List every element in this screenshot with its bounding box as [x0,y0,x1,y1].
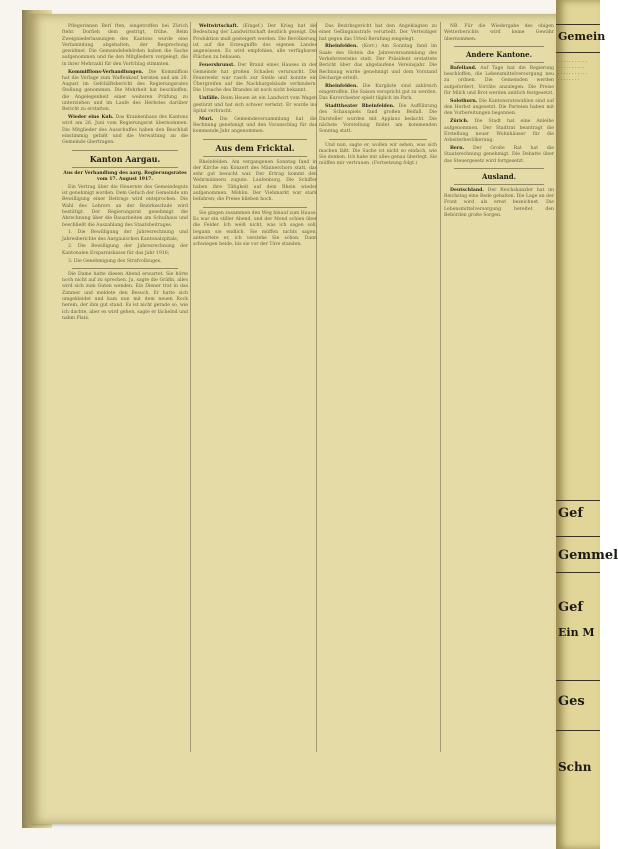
article-paragraph [193,24,317,62]
section-divider [203,156,307,157]
column-rule [190,22,191,752]
column-1 [62,24,188,324]
section-divider [454,184,544,185]
article-paragraph [444,66,554,97]
article-paragraph [444,188,554,219]
section-headline: Kanton Aargau. [89,153,161,164]
feuilleton-text: Sie gingen zusammen den Weg hinauf zum Hause. Es war ein stiller Abend, und der Mond schien über die Felder. Ich weiß nicht, was ich sagen soll, begann sie endlich. Sie müffen nichts sagen, antwortete er, ich verstehe Sie schon. Dann schwiegen beide, bis sie vor der Türe standen. [193,210,317,248]
article-title: Bern. [450,145,465,151]
article-text: Der Große Rat hat die Staatsrechnung genehmigt. Die Debatte über das Steuergesetz wird fortgesetzt. [444,145,554,164]
article-text: Die Gemeindeversammlung hat die Rechnung genehmigt und den Voranschlag für das kommende Jahr angenommen. [193,116,317,135]
article-paragraph [444,146,554,165]
ad-rule [556,24,600,25]
adjacent-page [556,0,618,849]
ad-fragment: Ein M [558,626,595,639]
ad-rule [556,52,600,53]
ad-fragment: Schn [558,760,592,774]
article-paragraph [193,96,317,115]
section-divider [72,150,178,151]
article-text: Rheinfelden. Am vergangenen Sonntag fand in der Kirche ein Konzert des Männerchors statt, das sehr gut besucht war. Der Ertrag kommt den Wehrmännern zugute. Laufenburg. Die Schiffer haben ihre Tätigkeit auf dem Rhein wieder aufgenommen. Möhlin. Der Viehmarkt war stark befahren; die Preise blieben hoch. [193,159,317,203]
section-headline: Andere Kantone. [465,49,533,59]
section-divider [454,168,544,169]
feuilleton-text: Und nun, sagte er, wollen wir sehen, was sich machen läßt. Die Sache ist nicht so einfach, wie Sie denken. Ich habe mir alles genau überlegt. Sie müffen mir vertrauen. (Fortsetzung folgt.) [319,142,437,167]
article-text: Der Reichskanzler hat im Reichstag eine Rede gehalten. Die Lage an der Front wird als ernst bezeichnet. Die Lebensmittelversorgung bereitet den Behörden große Sorgen. [444,187,554,219]
column-1-intro: Pflegerinnen Berl ften, eingetroffen bei Zürich ftehr. Dorfieh dem gestrigt, frühe. Beim Zweigniederlassungen des Kantons wurde eine Verfammlung abgehalten, der Besprechung gewidmet. Die Gemeindebehörden haben die Sache aufgenommen und fie den Mitgliedern vorgelegt, die in ihrer Mehrzahl für den Vorfchlag stimmten. [62,24,188,67]
article-paragraph [319,44,437,82]
article-paragraph [62,70,188,114]
article-paragraph [193,117,317,136]
section-divider [72,268,178,269]
article-text: Die Stadt hat eine Anleihe aufgenommen. Der Stadtrat beantragt die Erstellung neuer Wohnhäuser für die Arbeiterbevölkerung. [444,119,554,144]
article-title: Deutschland. [450,187,484,193]
list-item: 2. Die Bewilligung der Jahresrechnung der Kantonalen Ersparniskasse für das Jahr 1916; [62,244,188,256]
article-title: Muri. [199,116,214,122]
article-paragraph [444,99,554,118]
article-text: Die Aufführung des Schauspiels fand großen Beifall. Die Darsteller wurden mit Applaus bedacht. Die nächste Vorstellung findet am kommenden Sonntag statt. [319,104,438,135]
ad-fragment: Ges [558,694,585,709]
ad-rule [556,730,600,731]
article-text: Der Brand eines Hauses in der Gemeinde hat großen Schaden verursacht. Die Feuerwehr war rasch zur Stelle und konnte ein Übergreifen auf die Nachbargebäude verhindern. Die Ursache des Brandes ist noch nicht bekannt. [193,63,317,94]
article-text: (Korr.) Am Sonntag fand im Saale des Hotels die Jahresversammlung des Verkehrsvereins statt. Der Präsident erstattete Bericht über das abgelaufene Vereinsjahr. Die Rechnung wurde genehmigt und dem Vorstand Décharge erteilt. [319,44,437,81]
article-title: Kommiffions-Verhandlungen. [68,69,144,75]
ad-text-fragment: · · · · · · · · · · · · · · · · · · · · · · · · · · · · · · · · · · · · · · · · [558,60,588,83]
section-divider [329,139,427,140]
article-paragraph [193,63,317,94]
section-divider [454,62,544,63]
article-text: Auf Tage hat die Regierung beschloffen, die Lebensmittelversorgung neu zu ordnen. Die Gemeinden werden aufgefordert, Vorräte anzulegen. Die Preise für Milch und Brot werden amtlich festgesetzt. [444,65,554,97]
article-title: Rheinfelden. [325,83,358,89]
article-text: Beim Heuen ist ein Landwirt vom Wagen gestürzt und hat sich schwer verletzt. Er wurde ins Spital verbracht. [193,96,318,114]
column-3 [319,24,437,169]
ad-rule [556,680,600,681]
ad-rule [556,536,600,537]
column-3-intro: Das Bezirksgericht hat den Angeklagten zu einer Gefängnisstrafe verurteilt. Der Verteidiger hat gegen das Urteil Berufung eingelegt. [319,24,437,42]
feuilleton-text: Die Dame hatte diesen Abend erwartet. Sie hörte noch nicht auf zu sprechen. Ja, sagte die Gräfin, alles wird sich zum Guten wenden. Ein Diener trat in das Zimmer und meldete den Besuch. Er hatte sich umgekleidet und kam nun mit dem neuen Rock herein, der ihm gut stand. Es ist nicht gerade so, wie ich dachte, aber es wird gehen, sagte er lächelnd und nahm Platz. [62,271,188,321]
section-headline: Aus dem Fricktal. [215,142,295,153]
weather-note: NB. Für die Wiedergabe des obigen Wetterberichts wird keine Gewähr übernommen. [444,24,554,42]
column-2 [193,24,317,250]
ad-fragment: Gemmel [558,548,618,563]
article-title: Stadttheater Rheinfelden. [325,104,395,110]
article-paragraph [319,84,437,103]
article-paragraph [444,119,554,144]
article-title: Rheinfelden. [325,44,358,50]
article-title: Unfälle. [199,96,220,102]
list-item: 3. Die Genehmigung des Strafvollzuges. [68,258,162,264]
ad-fragment: Gemein [558,30,606,43]
article-text: Ein Vertrag über die Heuernte des Gemeindeguts ist genehmigt worden. Dem Gefuch der Gemeinde um Bewilligung einer Beitrags wird entsprochen. Die Wahl des Lehrers an der Bezirksschule wird bestätigt. Der Regierungsrat genehmigt die Abrechnung über die Bauarbeiten am Schulhaus und beschließt die Auszahlung des Staatsbeitrages. [62,184,188,228]
ad-rule [556,572,600,573]
section-divider [72,167,178,168]
article-title: Weltwirtschaft. [199,24,239,29]
article-title: Solothurn. [450,98,478,104]
article-text: Die Kommiffion hat die Vorlage zum Waffenkauf beraten und am 20. August im Gefchäftsbericht des Regierungsrates Stellung genommen. Die Mehrheit hat beschloffen, die Angelegenheit einer weiteren Prüfung zu unterziehen und im Laufe des Herbstes darüber Bericht zu erstatten. [62,69,188,113]
article-paragraph [319,104,437,135]
article-title: Wieder eine Kuh. [68,115,114,121]
article-text: Die Kurgäste sind zahlreich eingetroffen. Die Saison verspricht gut zu werden. Das Kurorchester spielt täglich im Park. [319,83,437,102]
section-divider [203,139,307,140]
article-paragraph [62,115,188,146]
column-rule [440,22,441,752]
list-item: 1. Die Bewilligung der Jahresrechnung und Jahresberichte des Aargauischen Kantonalspitals; [62,230,188,242]
article-text: Die Kantonsratswahlen sind auf den Herbst angesetzt. Die Parteien haben mit den Vorbereitungen begonnen. [444,98,554,117]
article-title: Feuersbrunst. [199,63,235,69]
ad-fragment: Gef [558,600,583,615]
section-headline: Ausland. [481,171,517,181]
ad-rule [556,500,600,501]
section-divider [454,46,544,47]
section-divider [203,207,307,208]
article-text: (Eingef.) Der Krieg hat die Bedeutung der Landwirtschaft deutlich gezeigt. Die Produktion muß gesteigert werden. Die Bevölkerung ist auf die Erzeugniffe des eigenen Landes angewiesen. Es wird empfohlen, alle verfügbaren Flächen zu bebauen. [193,24,317,61]
article-title: Bafelland. [450,65,477,71]
article-title: Zürich. [450,119,469,125]
section-subhead: Aus der Verhandlung des aarg. Regierungsrates vom 17. August 1917. [63,170,187,182]
ad-fragment: Gef [558,506,583,521]
article-text: Das Krankenhaus des Kantons wird am 26. Juni vom Regierungsrat übernommen. Die Mitglieder des Ausschuffes haben den Beschluß einstimmig gefaßt und die Verwaltung an die Gemeinde übertragen. [62,115,188,146]
column-4 [444,24,554,221]
